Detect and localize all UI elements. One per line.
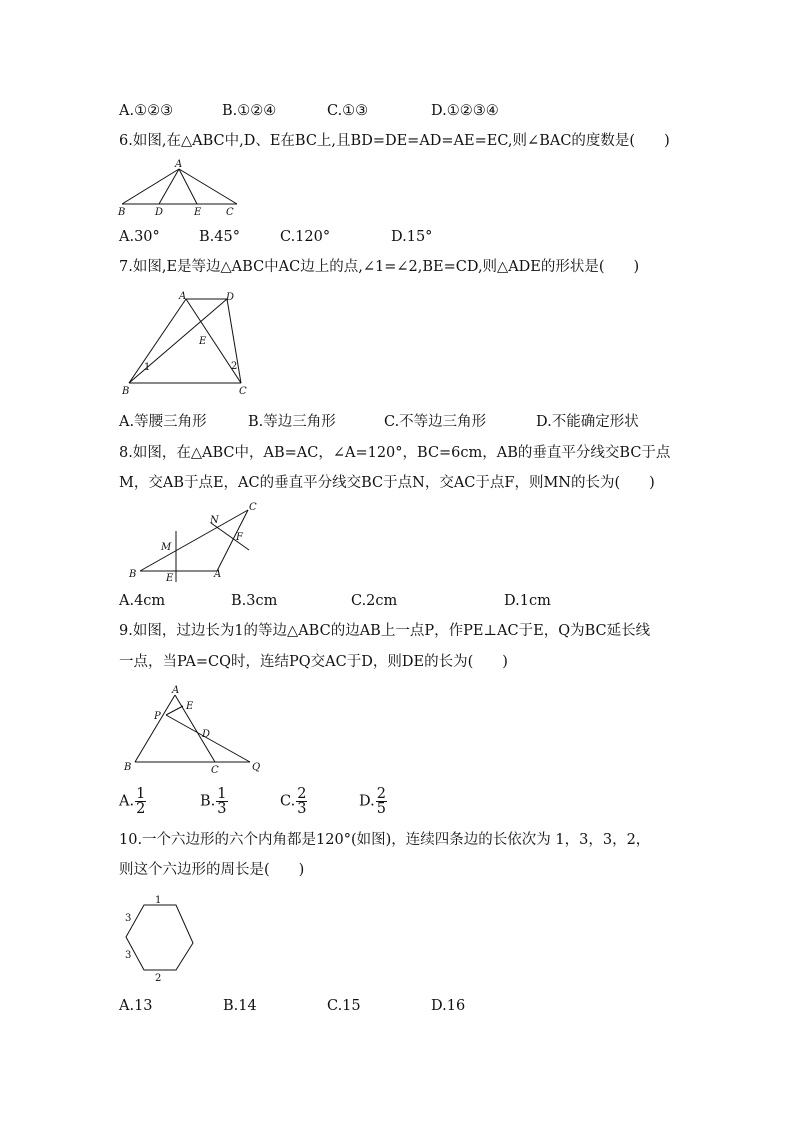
q10-label-bottom: 2 xyxy=(155,973,162,984)
q9-label-c: C xyxy=(211,765,219,776)
q8-stem-line-1: 8.如图，在△ABC中，AB=AC，∠A=120°，BC=6cm，AB的垂直平分线交BC于点 xyxy=(119,445,671,461)
q10-option-a: A.13 xyxy=(119,998,153,1014)
q6-label-b: B xyxy=(118,207,126,218)
q8-label-n: N xyxy=(210,515,219,526)
q6-figure xyxy=(117,160,247,222)
q9-label-q: Q xyxy=(252,762,261,773)
q6-option-b: B.45° xyxy=(199,229,240,245)
q9-label-e: E xyxy=(186,701,194,712)
q7-label-b: B xyxy=(122,386,130,397)
q5-option-c: C.①③ xyxy=(327,103,369,119)
q6-label-d: D xyxy=(155,207,164,218)
q8-figure xyxy=(117,500,267,586)
q9-option-a: A. $\frac{1}{2}$ xyxy=(119,786,146,817)
q7-label-c: C xyxy=(239,386,247,397)
q8-label-a: A xyxy=(214,569,222,580)
q10-label-upper-left: 3 xyxy=(125,913,132,924)
q9-option-d: D. $\frac{2}{5}$ xyxy=(359,786,386,817)
q6-option-d: D.15° xyxy=(391,229,433,245)
q10-option-d: D.16 xyxy=(431,998,466,1014)
q7-label-e: E xyxy=(199,336,207,347)
q7-option-b: B.等边三角形 xyxy=(248,414,336,430)
q6-option-a: A.30° xyxy=(119,229,160,245)
q8-label-c: C xyxy=(249,502,257,513)
q9-option-c: C. $\frac{2}{3}$ xyxy=(280,786,307,817)
q6-label-a: A xyxy=(175,159,183,170)
q6-option-c: C.120° xyxy=(280,229,331,245)
q5-option-b: B.①②④ xyxy=(222,103,277,119)
q7-label-angle-1: 1 xyxy=(144,362,151,373)
q7-label-angle-2: 2 xyxy=(231,361,238,372)
q9-label-a: A xyxy=(172,685,180,696)
q6-label-c: C xyxy=(226,207,234,218)
q8-label-m: M xyxy=(161,542,172,553)
q7-label-a: A xyxy=(179,291,187,302)
q6-stem: 6.如图,在△ABC中,D、E在BC上,且BD=DE=AD=AE=EC,则∠BAC的度数是( ) xyxy=(119,133,670,149)
q8-stem-line-2: M，交AB于点E，AC的垂直平分线交BC于点N，交AC于点F，则MN的长为( ) xyxy=(119,475,655,491)
q10-label-lower-left: 3 xyxy=(125,950,132,961)
q10-option-b: B.14 xyxy=(223,998,257,1014)
q9-label-b: B xyxy=(124,762,132,773)
q5-option-d: D.①②③④ xyxy=(431,103,499,119)
q7-option-d: D.不能确定形状 xyxy=(536,414,639,430)
q8-option-d: D.1cm xyxy=(504,593,551,609)
q8-label-f: F xyxy=(236,532,243,543)
q10-option-c: C.15 xyxy=(327,998,361,1014)
q8-option-b: B.3cm xyxy=(231,593,278,609)
q7-option-a: A.等腰三角形 xyxy=(119,414,207,430)
q10-stem-line-1: 10.一个六边形的六个内角都是120°(如图)，连续四条边的长依次为 1，3，3，2， xyxy=(119,832,651,848)
q6-label-e: E xyxy=(194,207,202,218)
q9-label-p: P xyxy=(154,711,161,722)
q10-stem-line-2: 则这个六边形的周长是( ) xyxy=(119,862,305,878)
q9-option-b: B. $\frac{1}{3}$ xyxy=(200,786,227,817)
q9-label-d: D xyxy=(202,729,211,740)
q8-label-e: E xyxy=(166,573,174,584)
q5-option-a: A.①②③ xyxy=(119,103,174,119)
q10-label-top: 1 xyxy=(155,895,162,906)
q7-label-d: D xyxy=(226,292,235,303)
q8-option-a: A.4cm xyxy=(119,593,166,609)
q9-stem-line-1: 9.如图，过边长为1的等边△ABC的边AB上一点P，作PE⊥AC于E，Q为BC延长线 xyxy=(119,623,651,639)
q9-stem-line-2: 一点，当PA=CQ时，连结PQ交AC于D，则DE的长为( ) xyxy=(119,654,508,670)
q8-option-c: C.2cm xyxy=(351,593,398,609)
q7-stem: 7.如图,E是等边△ABC中AC边上的点,∠1=∠2,BE=CD,则△ADE的形状是( ) xyxy=(119,259,640,275)
q9-figure xyxy=(117,682,267,777)
q7-option-c: C.不等边三角形 xyxy=(384,414,487,430)
q7-figure xyxy=(117,288,257,398)
q10-hexagon-figure xyxy=(117,890,207,985)
q8-label-b: B xyxy=(129,569,137,580)
